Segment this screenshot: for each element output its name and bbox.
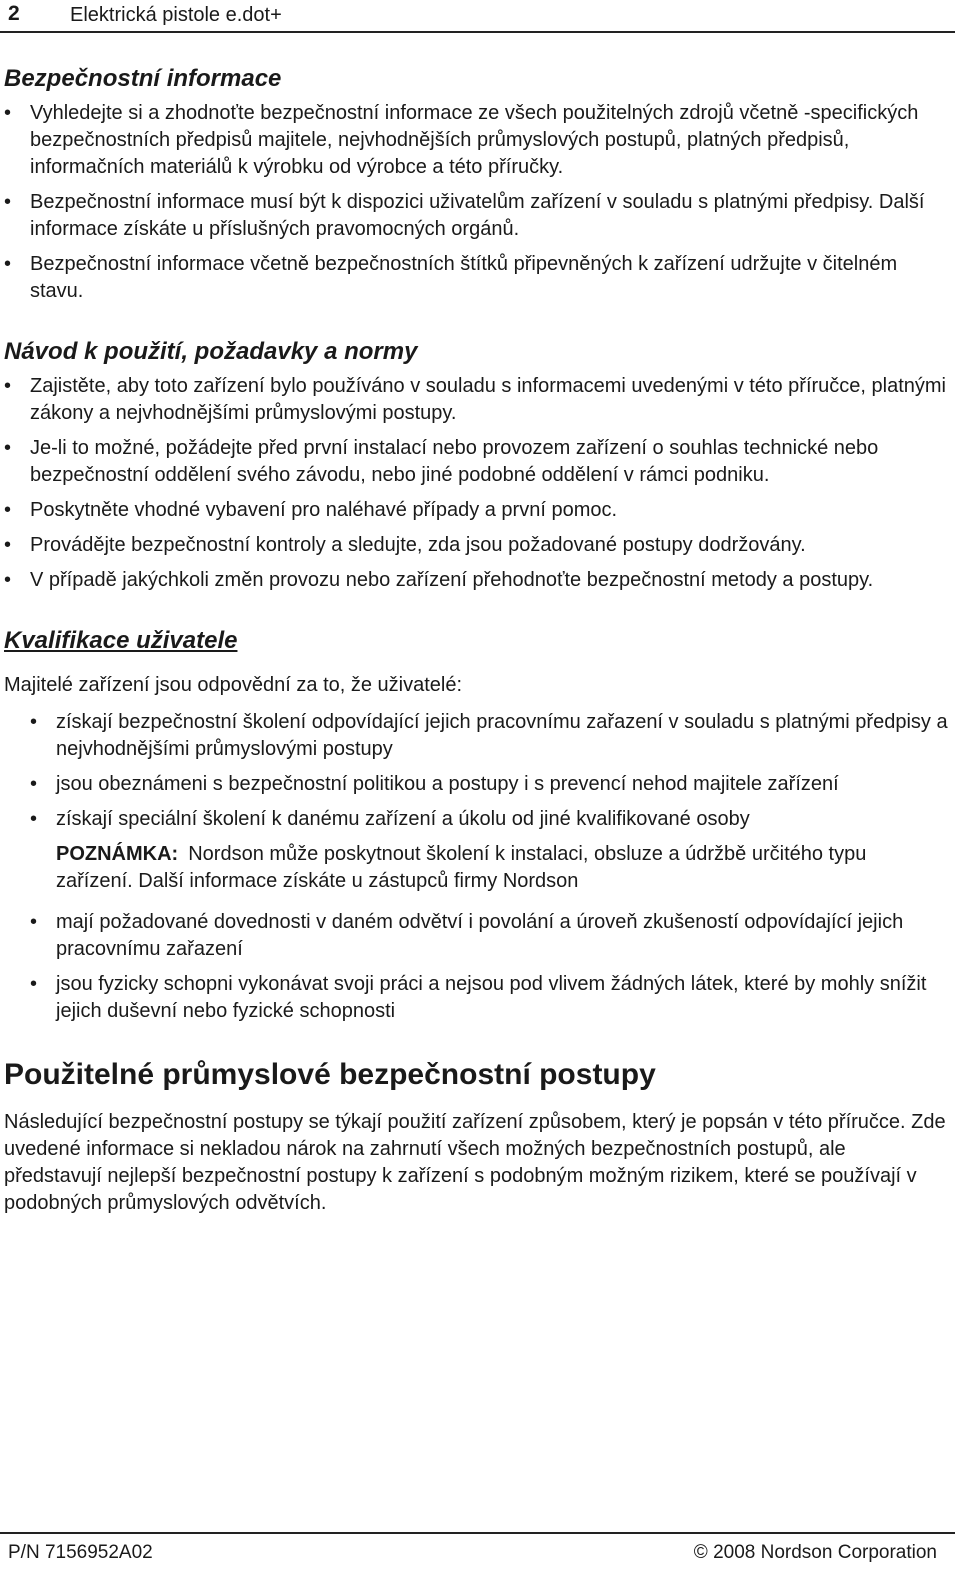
list-item: • Vyhledejte si a zhodnoťte bezpečnostní informace ze všech použitelných zdrojů včetně -specifických bezpečnostních předpisů majitele, nejvhodnějších průmyslových postupů, platných předpisů, informačních materiálů k výrobku od výrobce a této příručky.: [4, 100, 948, 181]
list-item: • Poskytněte vhodné vybavení pro naléhavé případy a první pomoc.: [4, 497, 948, 524]
list-item: • jsou obeznámeni s bezpečnostní politikou a postupy i s prevencí nehod majitele zařízení: [4, 771, 948, 798]
copyright: © 2008 Nordson Corporation: [693, 1542, 937, 1563]
part-number: P/N 7156952A02: [8, 1542, 153, 1563]
note-block: [4, 841, 948, 895]
list-item: • V případě jakýchkoli změn provozu nebo zařízení přehodnoťte bezpečnostní metody a postupy.: [4, 567, 948, 594]
qualification-list-a: [4, 709, 948, 833]
section-title-instructions: Návod k použití, požadavky a normy: [4, 338, 418, 365]
note-text: Nordson může poskytnout školení k instalaci, obsluze a údržbě určitého typu zařízení. Další informace získáte u zástupců firmy Nordson: [56, 843, 867, 892]
list-item: • Je-li to možné, požádejte před první instalací nebo provozem zařízení o souhlas technické nebo bezpečnostní oddělení svého závodu, nebo jiné podobné oddělení v rámci podniku.: [4, 435, 948, 489]
document-title: Elektrická pistole e.dot+: [70, 4, 282, 26]
section-title-industrial-practices: Použitelné průmyslové bezpečnostní postupy: [4, 1058, 656, 1091]
industrial-practices-body: Následující bezpečnostní postupy se týkají použití zařízení způsobem, který je popsán v této příručce. Zde uvedené informace si nekladou nárok na zahrnutí všech možných bezpečnostních postupů, ale představují nejlepší bezpečnostní postupy k zařízení s podobným možným rizikem, které se používají v podobných průmyslových odvětvích.: [4, 1111, 946, 1214]
section-title-safety-info: Bezpečnostní informace: [4, 65, 282, 92]
qualification-intro: Majitelé zařízení jsou odpovědní za to, že uživatelé:: [4, 674, 463, 696]
qualification-list-b: [4, 909, 948, 1025]
instructions-list: [4, 373, 948, 594]
list-item: • Bezpečnostní informace musí být k dispozici uživatelům zařízení v souladu s platnými předpisy. Další informace získáte u příslušných pravomocných orgánů.: [4, 189, 948, 243]
list-item: • mají požadované dovednosti v daném odvětví i povolání a úroveň zkušeností odpovídající jejich pracovnímu zařazení: [4, 909, 948, 963]
page-content: [4, 62, 948, 1227]
list-item: • Zajistěte, aby toto zařízení bylo používáno v souladu s informacemi uvedenými v této příručce, platnými zákony a nejvhodnějšími průmyslovými postupy.: [4, 373, 948, 427]
list-item: • Bezpečnostní informace včetně bezpečnostních štítků připevněných k zařízení udržujte v čitelném stavu.: [4, 251, 948, 305]
page-number: 2: [8, 2, 20, 25]
list-item: • jsou fyzicky schopni vykonávat svoji práci a nejsou pod vlivem žádných látek, které by mohly snížit jejich duševní nebo fyzické schopnosti: [4, 971, 948, 1025]
note-label: POZNÁMKA:: [56, 843, 179, 865]
list-item: • získají speciální školení k danému zařízení a úkolu od jiné kvalifikované osoby: [4, 806, 948, 833]
safety-info-list: [4, 100, 948, 305]
list-item: • Provádějte bezpečnostní kontroly a sledujte, zda jsou požadované postupy dodržovány.: [4, 532, 948, 559]
list-item: • získají bezpečnostní školení odpovídající jejich pracovnímu zařazení v souladu s platnými předpisy a nejvhodnějšími průmyslovými postupy: [4, 709, 948, 763]
page-header: [0, 0, 955, 33]
page-footer: [0, 1532, 955, 1574]
section-title-user-qualification: Kvalifikace uživatele: [4, 627, 238, 654]
